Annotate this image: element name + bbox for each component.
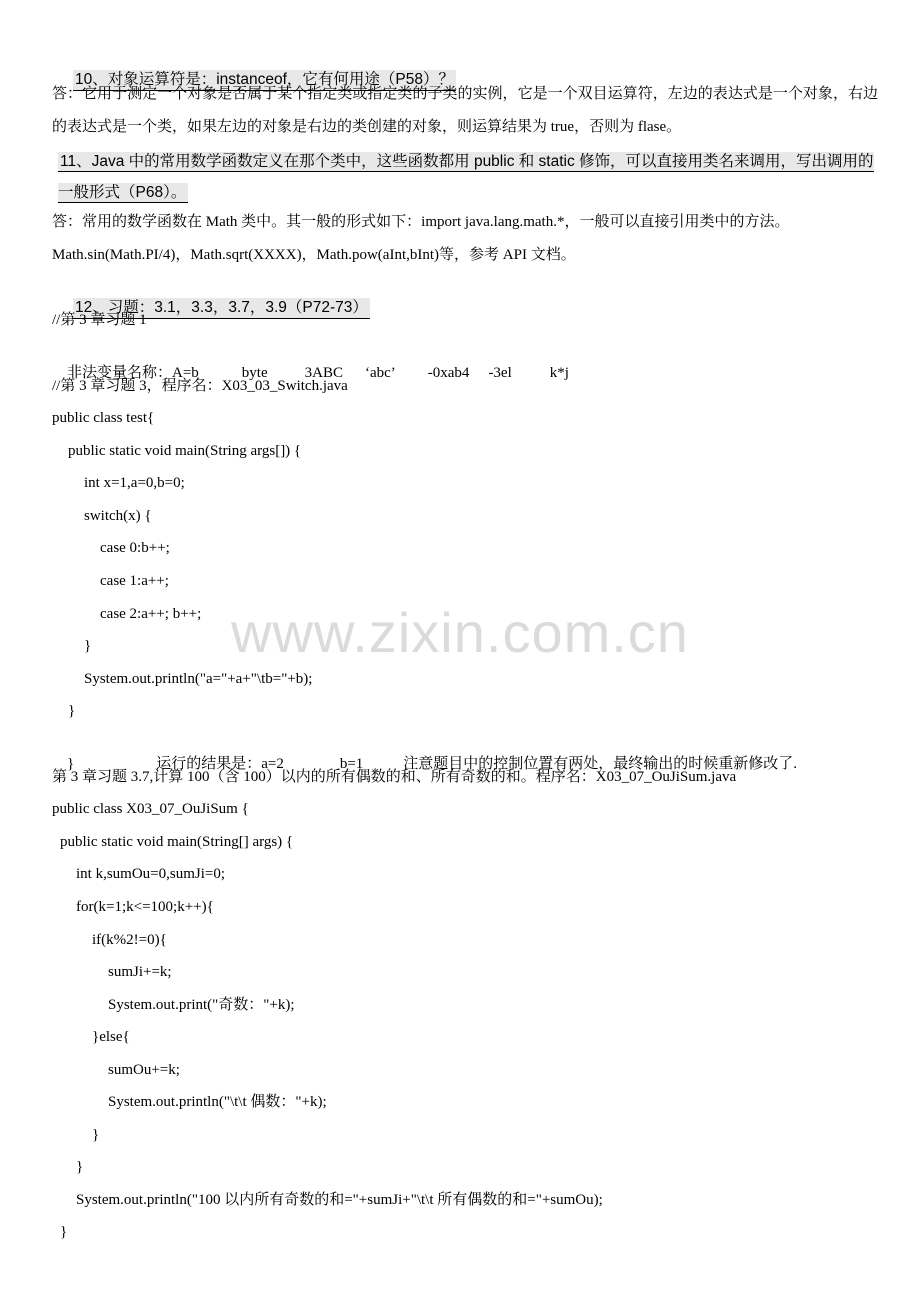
ex7-code-line: System.out.println("\t\t 偶数："+k); (108, 1094, 327, 1110)
q11-answer-line1: 答：常用的数学函数在 Math 类中。其一般的形式如下：import java.lang.math.*，一般可以直接引用类中的方法。 (52, 214, 790, 230)
ex7-code-line: } (76, 1159, 84, 1175)
ex3-comment: //第 3 章习题 3，程序名：X03_03_Switch.java (52, 378, 348, 394)
ex7-description: 第 3 章习题 3.7,计算 100（含 100）以内的所有偶数的和、所有奇数的和。程序名：X03_07_OuJiSum.java (52, 769, 737, 785)
ex7-code-line: if(k%2!=0){ (92, 932, 167, 948)
q11-heading-line (58, 146, 878, 208)
ex1-item: k*j (549, 365, 569, 381)
ex3-code-line: switch(x) { (84, 508, 152, 524)
watermark: www.zixin.com.cn (231, 601, 689, 664)
ex7-code-line: public class X03_07_OuJiSum { (52, 801, 249, 817)
ex7-code-line: System.out.print("奇数："+k); (108, 997, 295, 1013)
ex7-code-line: sumOu+=k; (108, 1062, 180, 1078)
q12-heading: 12、习题：3.1，3.3，3.7，3.9（P72-73） (73, 298, 370, 319)
ex1-item: -3el (488, 365, 512, 381)
ex1-item: ‘abc’ (364, 365, 396, 381)
ex3-code-line: case 0:b++; (100, 540, 170, 556)
q11-heading: 11、Java 中的常用数学函数定义在那个类中，这些函数都用 public 和 static 修饰，可以直接用类名来调用，写出调用的一般形式（P68）。 (58, 153, 874, 201)
ex3-code-line: case 1:a++; (100, 573, 169, 589)
ex1-item: byte (241, 365, 268, 381)
ex7-code-line: } (60, 1224, 68, 1240)
ex1-comment: //第 3 章习题 1 (52, 312, 147, 328)
ex3-code-line: public class test{ (52, 410, 155, 426)
ex3-code-line: } (84, 638, 92, 654)
ex7-code-line: System.out.println("100 以内所有奇数的和="+sumJi+"\t\t 所有偶数的和="+sumOu); (76, 1192, 603, 1208)
ex3-result-b: b=1 (339, 756, 364, 772)
ex3-close-brace: } (67, 756, 75, 772)
ex1-item: -0xab4 (427, 365, 470, 381)
ex7-code-line: sumJi+=k; (108, 964, 172, 980)
ex3-code-line: public static void main(String args[]) { (68, 443, 302, 459)
q10-heading: 10、对象运算符是：instanceof，它有何用途（P58）？ (73, 70, 456, 91)
ex3-code-line: case 2:a++; b++; (100, 606, 202, 622)
ex7-code-line: } (92, 1127, 100, 1143)
ex1-item: 3ABC (304, 365, 343, 381)
ex7-code-line: }else{ (92, 1029, 130, 1045)
ex3-result-label: 运行的结果是：a=2 (156, 756, 284, 772)
ex7-code-line: for(k=1;k<=100;k++){ (76, 899, 214, 915)
ex1-label: 非法变量名称：A=b (67, 365, 199, 381)
ex3-code-line: } (68, 703, 76, 719)
q10-answer: 答：它用于测定一个对象是否属于某个指定类或指定类的子类的实例，它是一个双目运算符，左边的表达式是一个对象，右边的表达式是一个类，如果左边的对象是右边的类创建的对象，则运算结果为 true，否则为 flase。 (52, 86, 878, 135)
ex3-code-line: System.out.println("a="+a+"\tb="+b); (84, 671, 313, 687)
ex3-code-line: int x=1,a=0,b=0; (84, 475, 185, 491)
ex7-code-line: int k,sumOu=0,sumJi=0; (76, 866, 226, 882)
ex7-code-line: public static void main(String[] args) { (60, 834, 294, 850)
ex3-note: 注意题目中的控制位置有两处，最终输出的时候重新修改了. (403, 756, 798, 772)
q11-answer-line2: Math.sin(Math.PI/4)，Math.sqrt(XXXX)，Math.pow(aInt,bInt)等，参考 API 文档。 (52, 247, 576, 263)
